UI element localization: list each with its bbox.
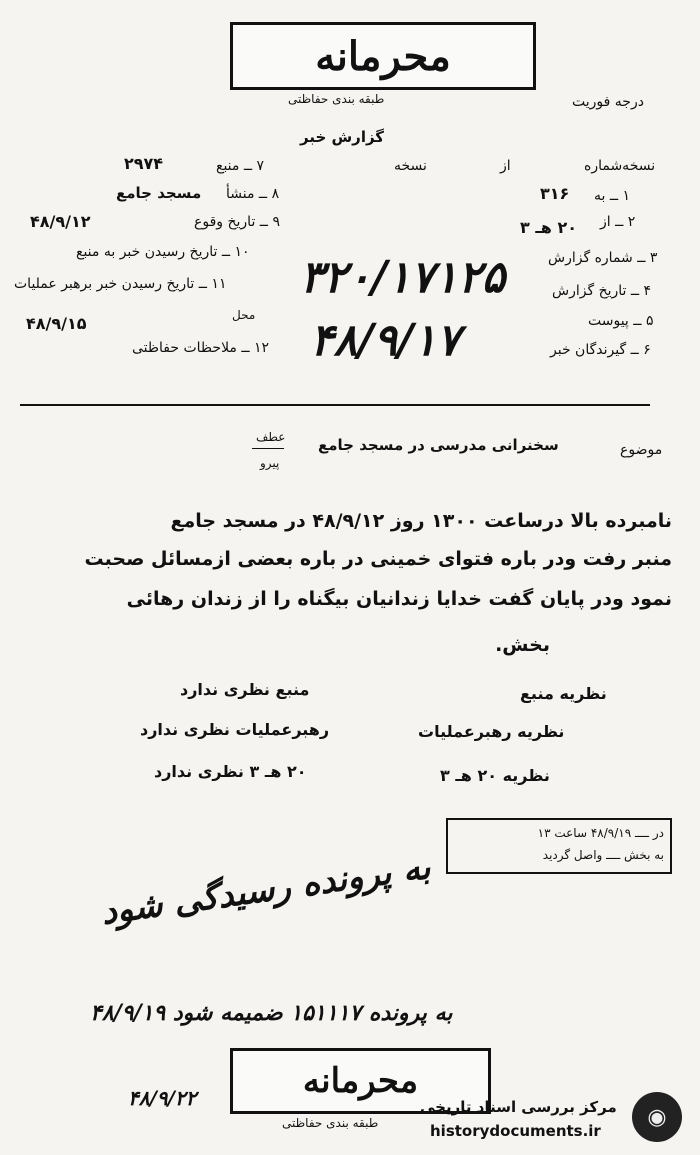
- classification-stamp-top: [230, 22, 536, 90]
- receipt-line-2: به بخش ــــ واصل گردید: [542, 848, 664, 862]
- classification-stamp-bottom-text: محرمانه: [302, 1061, 419, 1101]
- body-line: منبر رفت ودر باره فتوای خمینی در باره بعضی ازمسائل صحبت: [84, 548, 672, 570]
- copy-of-label: از: [500, 158, 511, 174]
- watermark-line-1: مرکز بررسی اسناد تاریخی: [420, 1098, 617, 1116]
- field-occurrence-date-value: ۴۸/۹/۱۲: [30, 212, 91, 231]
- classification-caption-bottom: طبقه بندی حفاظتی: [282, 1116, 379, 1130]
- opinion-source-label: نظریه منبع: [520, 684, 607, 703]
- handwritten-bottom-note: به پرونده ۱۵۱۱۱۷ ضمیمه شود ۴۸/۹/۱۹: [90, 1000, 453, 1026]
- field-from-label: ۲ ــ از: [600, 214, 636, 230]
- body-line: نمود ودر پایان گفت خدایا زندانیان بیگناه را از زندان رهائی: [126, 588, 672, 610]
- report-title: گزارش خبر: [300, 128, 385, 146]
- classification-stamp-text: محرمانه: [315, 32, 451, 80]
- subject-fraction-line: [252, 448, 284, 449]
- field-origin-label: ۸ ــ منشأ: [226, 186, 280, 202]
- subject-atf-label: عطف: [256, 430, 286, 444]
- receipt-stamp-box: [446, 818, 672, 874]
- handwritten-report-date: ۴۸/۹/۱۷: [310, 315, 461, 366]
- field-news-to-source-label: ۱۰ ــ تاریخ رسیدن خبر به منبع: [76, 244, 250, 260]
- body-line: نامبرده بالا درساعت ۱۳۰۰ روز ۴۸/۹/۱۲ در مسجد جامع: [170, 510, 672, 532]
- field-report-number-label: ۳ ــ شماره گزارش: [548, 250, 658, 266]
- copy-suffix-label: نسخه: [394, 158, 427, 174]
- priority-label: درجه فوریت: [572, 94, 644, 110]
- field-place-value: ۴۸/۹/۱۵: [26, 314, 87, 333]
- subject-peiro-label: پیرو: [260, 456, 280, 470]
- field-report-date-label: ۴ ــ تاریخ گزارش: [552, 283, 652, 299]
- field-to-label: ۱ ــ به: [594, 188, 631, 204]
- watermark-line-2: historydocuments.ir: [430, 1122, 601, 1140]
- classification-caption-top: طبقه بندی حفاظتی: [288, 92, 385, 106]
- field-occurrence-date-label: ۹ ــ تاریخ وقوع: [194, 214, 280, 230]
- opinion-unit-label: نظریه ۲۰ هـ ۳: [440, 766, 550, 785]
- field-attachment-label: ۵ ــ پیوست: [588, 313, 654, 329]
- field-origin-value: مسجد جامع: [116, 184, 202, 202]
- opinion-operations-label: نظریه رهبرعملیات: [418, 722, 565, 741]
- field-source-label: ۷ ــ منبع: [216, 158, 265, 174]
- subject-value: سخنرانی مدرسی در مسجد جامع: [318, 436, 559, 454]
- subject-label: موضوع: [620, 442, 663, 458]
- opinion-source-value: منبع نظری ندارد: [180, 680, 310, 699]
- handwritten-bottom-date: ۴۸/۹/۲۲: [128, 1086, 197, 1110]
- field-news-to-operations-label: ۱۱ ــ تاریخ رسیدن خبر برهبر عملیات: [14, 276, 227, 292]
- opinion-operations-value: رهبرعملیات نظری ندارد: [140, 720, 330, 739]
- field-from-value: ۲۰ هـ ۳: [520, 218, 577, 237]
- handwritten-note: به پرونده رسیدگی شود: [98, 847, 433, 933]
- copy-number-label: نسخه‌شماره: [584, 158, 656, 174]
- section-divider: [20, 404, 650, 406]
- opinion-unit-value: ۲۰ هـ ۳ نظری ندارد: [154, 762, 307, 781]
- field-recipients-label: ۶ ــ گیرندگان خبر: [550, 342, 651, 358]
- body-line: بخش.: [495, 634, 550, 656]
- field-source-value: ۲۹۷۴: [124, 154, 164, 173]
- field-security-notes-label: ۱۲ ــ ملاحظات حفاظتی: [132, 340, 270, 356]
- field-to-value: ۳۱۶: [540, 184, 570, 203]
- field-place-label: محل: [232, 308, 256, 322]
- handwritten-report-number: ۳۲۰/۱۷۱۲۵: [300, 252, 506, 303]
- receipt-line-1: در ــــ ۴۸/۹/۱۹ ساعت ۱۳: [537, 826, 664, 840]
- archive-logo-icon: ◉: [632, 1092, 682, 1142]
